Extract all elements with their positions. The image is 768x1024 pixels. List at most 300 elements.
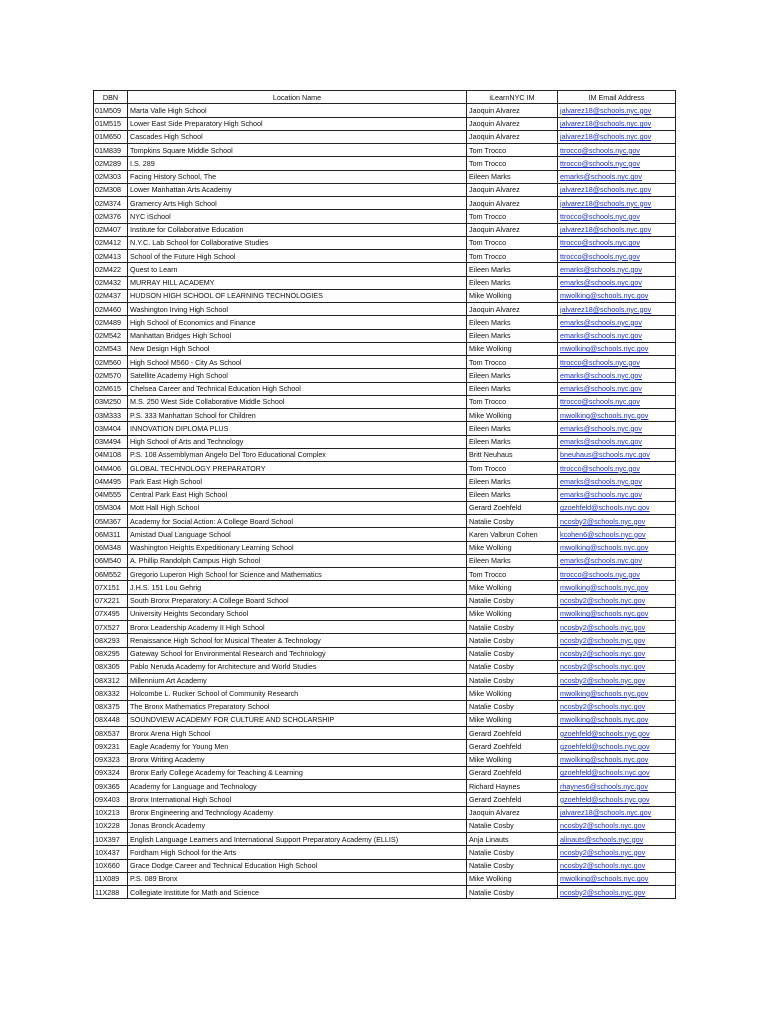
table-row — [94, 475, 676, 488]
location-name-cell: NYC iSchool — [128, 210, 467, 223]
location-name-cell: The Bronx Mathematics Preparatory School — [128, 700, 467, 713]
email-link[interactable]: emarks@schools.nyc.gov — [560, 264, 642, 274]
location-name-cell: Amistad Dual Language School — [128, 528, 467, 541]
location-name-cell: High School M560 - City As School — [128, 356, 467, 369]
location-name-cell: Institute for Collaborative Education — [128, 223, 467, 236]
email-link[interactable]: bneuhaus@schools.nyc.gov — [560, 450, 651, 460]
im-email-cell — [558, 369, 676, 382]
email-link[interactable]: ncosby2@schools.nyc.gov — [560, 702, 646, 712]
email-link[interactable]: emarks@schools.nyc.gov — [560, 476, 642, 486]
im-email-cell — [558, 422, 676, 435]
im-email-cell — [558, 634, 676, 647]
table-row — [94, 501, 676, 514]
im-email-cell — [558, 197, 676, 210]
location-name-cell: Renaissance High School for Musical Theater & Technology — [128, 634, 467, 647]
table-body — [94, 104, 676, 899]
email-link[interactable]: ttrocco@schools.nyc.gov — [560, 238, 641, 248]
table-row — [94, 886, 676, 899]
dbn-cell: 04M108 — [94, 448, 128, 461]
table-row — [94, 780, 676, 793]
header-dbn: DBN — [94, 91, 128, 104]
dbn-cell: 01M509 — [94, 104, 128, 117]
email-link[interactable]: jalvarez18@schools.nyc.gov — [560, 225, 652, 235]
im-name-cell: Eileen Marks — [467, 488, 558, 501]
location-name-cell: Mott Hall High School — [128, 501, 467, 514]
dbn-cell: 10X228 — [94, 819, 128, 832]
table-row — [94, 488, 676, 501]
im-name-cell: Eileen Marks — [467, 422, 558, 435]
im-name-cell: Eileen Marks — [467, 554, 558, 567]
email-link[interactable]: ncosby2@schools.nyc.gov — [560, 821, 646, 831]
im-name-cell: Gerard Zoehfeld — [467, 793, 558, 806]
im-name-cell: Natalie Cosby — [467, 674, 558, 687]
im-email-cell — [558, 170, 676, 183]
im-email-cell — [558, 674, 676, 687]
location-name-cell: A. Phillip Randolph Campus High School — [128, 554, 467, 567]
im-name-cell: Natalie Cosby — [467, 647, 558, 660]
im-email-cell — [558, 872, 676, 885]
im-name-cell: Mike Wolking — [467, 753, 558, 766]
email-link[interactable]: emarks@schools.nyc.gov — [560, 384, 642, 394]
im-email-cell — [558, 621, 676, 634]
dbn-cell: 04M495 — [94, 475, 128, 488]
im-email-cell — [558, 223, 676, 236]
location-name-cell: M.S. 250 West Side Collaborative Middle School — [128, 395, 467, 408]
im-name-cell: Natalie Cosby — [467, 700, 558, 713]
table-row — [94, 382, 676, 395]
im-name-cell: Natalie Cosby — [467, 660, 558, 673]
im-email-cell — [558, 236, 676, 249]
table-row — [94, 356, 676, 369]
location-name-cell: Academy for Language and Technology — [128, 780, 467, 793]
dbn-cell: 06M540 — [94, 554, 128, 567]
im-email-cell — [558, 819, 676, 832]
email-link[interactable]: gzoehfeld@schools.nyc.gov — [560, 503, 650, 513]
email-link[interactable]: emarks@schools.nyc.gov — [560, 172, 642, 182]
dbn-cell: 10X437 — [94, 846, 128, 859]
im-name-cell: Jaoquin Alvarez — [467, 303, 558, 316]
dbn-cell: 08X295 — [94, 647, 128, 660]
im-email-cell — [558, 409, 676, 422]
email-link[interactable]: ttrocco@schools.nyc.gov — [560, 145, 641, 155]
dbn-cell: 02M376 — [94, 210, 128, 223]
location-name-cell: Park East High School — [128, 475, 467, 488]
location-name-cell: Bronx Engineering and Technology Academy — [128, 806, 467, 819]
email-link[interactable]: ncosby2@schools.nyc.gov — [560, 887, 646, 897]
email-link[interactable]: ttrocco@schools.nyc.gov — [560, 569, 641, 579]
dbn-cell: 10X397 — [94, 833, 128, 846]
im-email-cell — [558, 329, 676, 342]
im-email-cell — [558, 727, 676, 740]
table-row — [94, 303, 676, 316]
im-name-cell: Gerard Zoehfeld — [467, 766, 558, 779]
location-name-cell: Pablo Neruda Academy for Architecture and World Studies — [128, 660, 467, 673]
im-email-cell — [558, 568, 676, 581]
dbn-cell: 02M303 — [94, 170, 128, 183]
im-email-cell — [558, 541, 676, 554]
email-link[interactable]: emarks@schools.nyc.gov — [560, 556, 642, 566]
email-link[interactable]: ncosby2@schools.nyc.gov — [560, 596, 646, 606]
email-link[interactable]: jalvarez18@schools.nyc.gov — [560, 198, 652, 208]
email-link[interactable]: mwolking@schools.nyc.gov — [560, 609, 649, 619]
dbn-cell: 02M542 — [94, 329, 128, 342]
email-link[interactable]: ttrocco@schools.nyc.gov — [560, 357, 641, 367]
im-email-cell — [558, 183, 676, 196]
table-row — [94, 130, 676, 143]
im-email-cell — [558, 382, 676, 395]
im-name-cell: Tom Trocco — [467, 236, 558, 249]
table-row — [94, 793, 676, 806]
table-row — [94, 647, 676, 660]
location-name-cell: Bronx Leadership Academy II High School — [128, 621, 467, 634]
im-name-cell: Eileen Marks — [467, 263, 558, 276]
im-name-cell: Gerard Zoehfeld — [467, 740, 558, 753]
im-email-cell — [558, 886, 676, 899]
dbn-cell: 02M413 — [94, 250, 128, 263]
location-name-cell: Washington Irving High School — [128, 303, 467, 316]
dbn-cell: 02M308 — [94, 183, 128, 196]
email-link[interactable]: ncosby2@schools.nyc.gov — [560, 847, 646, 857]
email-link[interactable]: mwolking@schools.nyc.gov — [560, 543, 649, 553]
im-name-cell: Natalie Cosby — [467, 621, 558, 634]
im-email-cell — [558, 130, 676, 143]
table-row — [94, 766, 676, 779]
im-name-cell: Britt Neuhaus — [467, 448, 558, 461]
im-email-cell — [558, 488, 676, 501]
location-name-cell: Millennium Art Academy — [128, 674, 467, 687]
email-link[interactable]: jalvarez18@schools.nyc.gov — [560, 105, 652, 115]
dbn-cell: 01M650 — [94, 130, 128, 143]
im-name-cell: Natalie Cosby — [467, 594, 558, 607]
email-link[interactable]: gzoehfeld@schools.nyc.gov — [560, 794, 650, 804]
email-link[interactable]: jalvarez18@schools.nyc.gov — [560, 119, 652, 129]
location-name-cell: Academy for Social Action: A College Board School — [128, 515, 467, 528]
email-link[interactable]: jalvarez18@schools.nyc.gov — [560, 185, 652, 195]
im-name-cell: Eileen Marks — [467, 435, 558, 448]
im-email-cell — [558, 766, 676, 779]
location-name-cell: South Bronx Preparatory: A College Board School — [128, 594, 467, 607]
table-row — [94, 687, 676, 700]
im-name-cell: Mike Wolking — [467, 409, 558, 422]
dbn-cell: 02M570 — [94, 369, 128, 382]
im-name-cell: Tom Trocco — [467, 462, 558, 475]
dbn-cell: 11X089 — [94, 872, 128, 885]
table-row — [94, 462, 676, 475]
im-email-cell — [558, 713, 676, 726]
im-email-cell — [558, 793, 676, 806]
table-row — [94, 554, 676, 567]
location-name-cell: Cascades High School — [128, 130, 467, 143]
table-row — [94, 329, 676, 342]
dbn-cell: 08X375 — [94, 700, 128, 713]
im-email-cell — [558, 117, 676, 130]
email-link[interactable]: ttrocco@schools.nyc.gov — [560, 211, 641, 221]
location-name-cell: English Language Learners and International Support Preparatory Academy (ELLIS) — [128, 833, 467, 846]
table-row — [94, 621, 676, 634]
email-link[interactable]: ncosby2@schools.nyc.gov — [560, 622, 646, 632]
im-email-cell — [558, 581, 676, 594]
email-link[interactable]: ncosby2@schools.nyc.gov — [560, 516, 646, 526]
email-link[interactable]: mwolking@schools.nyc.gov — [560, 688, 649, 698]
table-row — [94, 727, 676, 740]
email-link[interactable]: emarks@schools.nyc.gov — [560, 490, 642, 500]
email-link[interactable]: jalvarez18@schools.nyc.gov — [560, 304, 652, 314]
header-ilearnnyc-im: iLearnNYC IM — [467, 91, 558, 104]
email-link[interactable]: mwolking@schools.nyc.gov — [560, 715, 649, 725]
location-name-cell: Central Park East High School — [128, 488, 467, 501]
table-row — [94, 448, 676, 461]
dbn-cell: 02M412 — [94, 236, 128, 249]
im-name-cell: Tom Trocco — [467, 210, 558, 223]
dbn-cell: 02M289 — [94, 157, 128, 170]
im-email-cell — [558, 210, 676, 223]
im-name-cell: Jaoquin Alvarez — [467, 197, 558, 210]
location-name-cell: Bronx International High School — [128, 793, 467, 806]
email-link[interactable]: mwolking@schools.nyc.gov — [560, 582, 649, 592]
dbn-cell: 07X527 — [94, 621, 128, 634]
dbn-cell: 06M552 — [94, 568, 128, 581]
location-name-cell: Jonas Bronck Academy — [128, 819, 467, 832]
location-name-cell: Satellite Academy High School — [128, 369, 467, 382]
im-name-cell: Eileen Marks — [467, 316, 558, 329]
im-name-cell: Natalie Cosby — [467, 846, 558, 859]
table-row — [94, 409, 676, 422]
email-link[interactable]: alinauts@schools.nyc.gov — [560, 834, 644, 844]
email-link[interactable]: ttrocco@schools.nyc.gov — [560, 463, 641, 473]
im-email-cell — [558, 462, 676, 475]
email-link[interactable]: gzoehfeld@schools.nyc.gov — [560, 728, 650, 738]
im-email-cell — [558, 528, 676, 541]
im-name-cell: Mike Wolking — [467, 607, 558, 620]
location-name-cell: Tompkins Square Middle School — [128, 144, 467, 157]
table-row — [94, 197, 676, 210]
table-row — [94, 210, 676, 223]
im-name-cell: Jaoquin Alvarez — [467, 130, 558, 143]
im-name-cell: Tom Trocco — [467, 356, 558, 369]
table-row — [94, 833, 676, 846]
im-name-cell: Jaoquin Alvarez — [467, 223, 558, 236]
dbn-cell: 07X495 — [94, 607, 128, 620]
email-link[interactable]: mwolking@schools.nyc.gov — [560, 344, 649, 354]
im-name-cell: Richard Haynes — [467, 780, 558, 793]
im-email-cell — [558, 104, 676, 117]
email-link[interactable]: emarks@schools.nyc.gov — [560, 370, 642, 380]
table-row — [94, 223, 676, 236]
email-link[interactable]: jalvarez18@schools.nyc.gov — [560, 808, 652, 818]
email-link[interactable]: gzoehfeld@schools.nyc.gov — [560, 741, 650, 751]
location-name-cell: P.S. 108 Assemblyman Angelo Del Toro Educational Complex — [128, 448, 467, 461]
im-name-cell: Tom Trocco — [467, 144, 558, 157]
location-name-cell: High School of Economics and Finance — [128, 316, 467, 329]
dbn-cell: 08X332 — [94, 687, 128, 700]
table-row — [94, 183, 676, 196]
dbn-cell: 02M432 — [94, 276, 128, 289]
im-name-cell: Tom Trocco — [467, 250, 558, 263]
dbn-cell: 06M348 — [94, 541, 128, 554]
dbn-cell: 07X151 — [94, 581, 128, 594]
im-name-cell: Natalie Cosby — [467, 886, 558, 899]
im-name-cell: Eileen Marks — [467, 170, 558, 183]
im-email-cell — [558, 435, 676, 448]
im-email-cell — [558, 660, 676, 673]
table-row — [94, 581, 676, 594]
im-email-cell — [558, 356, 676, 369]
im-name-cell: Gerard Zoehfeld — [467, 501, 558, 514]
dbn-cell: 08X305 — [94, 660, 128, 673]
table-row — [94, 740, 676, 753]
im-email-cell — [558, 833, 676, 846]
im-email-cell — [558, 594, 676, 607]
spreadsheet-page — [93, 90, 675, 899]
im-email-cell — [558, 303, 676, 316]
location-name-cell: GLOBAL TECHNOLOGY PREPARATORY — [128, 462, 467, 475]
dbn-cell: 04M406 — [94, 462, 128, 475]
table-row — [94, 660, 676, 673]
email-link[interactable]: ttrocco@schools.nyc.gov — [560, 158, 641, 168]
dbn-cell: 02M437 — [94, 289, 128, 302]
email-link[interactable]: emarks@schools.nyc.gov — [560, 423, 642, 433]
im-email-cell — [558, 342, 676, 355]
im-name-cell: Mike Wolking — [467, 872, 558, 885]
im-name-cell: Jaoquin Alvarez — [467, 104, 558, 117]
email-link[interactable]: ncosby2@schools.nyc.gov — [560, 635, 646, 645]
dbn-cell: 03M494 — [94, 435, 128, 448]
location-name-cell: P.S. 089 Bronx — [128, 872, 467, 885]
location-name-cell: P.S. 333 Manhattan School for Children — [128, 409, 467, 422]
email-link[interactable]: rhaynes6@schools.nyc.gov — [560, 781, 649, 791]
location-name-cell: HUDSON HIGH SCHOOL OF LEARNING TECHNOLOGIES — [128, 289, 467, 302]
im-name-cell: Tom Trocco — [467, 395, 558, 408]
table-row — [94, 515, 676, 528]
im-name-cell: Eileen Marks — [467, 329, 558, 342]
table-row — [94, 806, 676, 819]
location-name-cell: Grace Dodge Career and Technical Education High School — [128, 859, 467, 872]
table-row — [94, 276, 676, 289]
location-name-cell: Facing History School, The — [128, 170, 467, 183]
email-link[interactable]: mwolking@schools.nyc.gov — [560, 874, 649, 884]
dbn-cell: 02M374 — [94, 197, 128, 210]
email-link[interactable]: ncosby2@schools.nyc.gov — [560, 675, 646, 685]
table-row — [94, 541, 676, 554]
location-name-cell: Bronx Arena High School — [128, 727, 467, 740]
im-name-cell: Mike Wolking — [467, 289, 558, 302]
im-email-cell — [558, 276, 676, 289]
im-email-cell — [558, 700, 676, 713]
dbn-cell: 02M543 — [94, 342, 128, 355]
email-link[interactable]: emarks@schools.nyc.gov — [560, 278, 642, 288]
im-email-cell — [558, 448, 676, 461]
im-email-cell — [558, 846, 676, 859]
email-link[interactable]: jalvarez18@schools.nyc.gov — [560, 132, 652, 142]
im-email-cell — [558, 263, 676, 276]
table-row — [94, 594, 676, 607]
dbn-cell: 05M367 — [94, 515, 128, 528]
im-name-cell: Natalie Cosby — [467, 819, 558, 832]
im-name-cell: Tom Trocco — [467, 157, 558, 170]
im-name-cell: Natalie Cosby — [467, 634, 558, 647]
email-link[interactable]: mwolking@schools.nyc.gov — [560, 291, 649, 301]
table-row — [94, 568, 676, 581]
table-row — [94, 236, 676, 249]
table-row — [94, 753, 676, 766]
table-row — [94, 872, 676, 885]
table-row — [94, 700, 676, 713]
location-name-cell: Gramercy Arts High School — [128, 197, 467, 210]
table-row — [94, 170, 676, 183]
im-email-cell — [558, 395, 676, 408]
im-email-cell — [558, 144, 676, 157]
email-link[interactable]: ncosby2@schools.nyc.gov — [560, 662, 646, 672]
email-link[interactable]: emarks@schools.nyc.gov — [560, 331, 642, 341]
im-name-cell: Jaoquin Alvarez — [467, 183, 558, 196]
email-link[interactable]: ncosby2@schools.nyc.gov — [560, 649, 646, 659]
im-email-cell — [558, 687, 676, 700]
im-email-cell — [558, 501, 676, 514]
location-name-cell: Collegiate Institute for Math and Science — [128, 886, 467, 899]
location-name-cell: SOUNDVIEW ACADEMY FOR CULTURE AND SCHOLARSHIP — [128, 713, 467, 726]
table-row — [94, 634, 676, 647]
im-email-cell — [558, 740, 676, 753]
dbn-cell: 10X660 — [94, 859, 128, 872]
location-name-cell: Fordham High School for the Arts — [128, 846, 467, 859]
location-name-cell: INNOVATION DIPLOMA PLUS — [128, 422, 467, 435]
table-row — [94, 263, 676, 276]
im-email-cell — [558, 316, 676, 329]
location-name-cell: University Heights Secondary School — [128, 607, 467, 620]
table-row — [94, 104, 676, 117]
email-link[interactable]: mwolking@schools.nyc.gov — [560, 755, 649, 765]
location-name-cell: Marta Valle High School — [128, 104, 467, 117]
dbn-cell: 09X323 — [94, 753, 128, 766]
dbn-cell: 09X365 — [94, 780, 128, 793]
im-name-cell: Jaoquin Alvarez — [467, 117, 558, 130]
location-name-cell: I.S. 289 — [128, 157, 467, 170]
email-link[interactable]: ttrocco@schools.nyc.gov — [560, 251, 641, 261]
im-name-cell: Karen Valbrun Cohen — [467, 528, 558, 541]
email-link[interactable]: kcohen6@schools.nyc.gov — [560, 529, 646, 539]
email-link[interactable]: mwolking@schools.nyc.gov — [560, 410, 649, 420]
location-name-cell: MURRAY HILL ACADEMY — [128, 276, 467, 289]
im-email-cell — [558, 780, 676, 793]
table-row — [94, 316, 676, 329]
email-link[interactable]: emarks@schools.nyc.gov — [560, 317, 642, 327]
dbn-cell: 09X324 — [94, 766, 128, 779]
im-name-cell: Mike Wolking — [467, 342, 558, 355]
im-email-cell — [558, 607, 676, 620]
email-link[interactable]: emarks@schools.nyc.gov — [560, 437, 642, 447]
email-link[interactable]: ncosby2@schools.nyc.gov — [560, 861, 646, 871]
dbn-cell: 08X537 — [94, 727, 128, 740]
email-link[interactable]: ttrocco@schools.nyc.gov — [560, 397, 641, 407]
location-name-cell: Gateway School for Environmental Research and Technology — [128, 647, 467, 660]
table-row — [94, 289, 676, 302]
location-name-cell: Gregorio Luperon High School for Science and Mathematics — [128, 568, 467, 581]
dbn-cell: 08X293 — [94, 634, 128, 647]
location-name-cell: Manhattan Bridges High School — [128, 329, 467, 342]
email-link[interactable]: gzoehfeld@schools.nyc.gov — [560, 768, 650, 778]
table-row — [94, 435, 676, 448]
table-row — [94, 859, 676, 872]
dbn-cell: 03M333 — [94, 409, 128, 422]
dbn-cell: 08X312 — [94, 674, 128, 687]
location-name-cell: Holcombe L. Rucker School of Community Research — [128, 687, 467, 700]
table-row — [94, 713, 676, 726]
im-email-cell — [558, 289, 676, 302]
im-name-cell: Eileen Marks — [467, 276, 558, 289]
table-row — [94, 144, 676, 157]
im-name-cell: Mike Wolking — [467, 687, 558, 700]
dbn-cell: 02M460 — [94, 303, 128, 316]
